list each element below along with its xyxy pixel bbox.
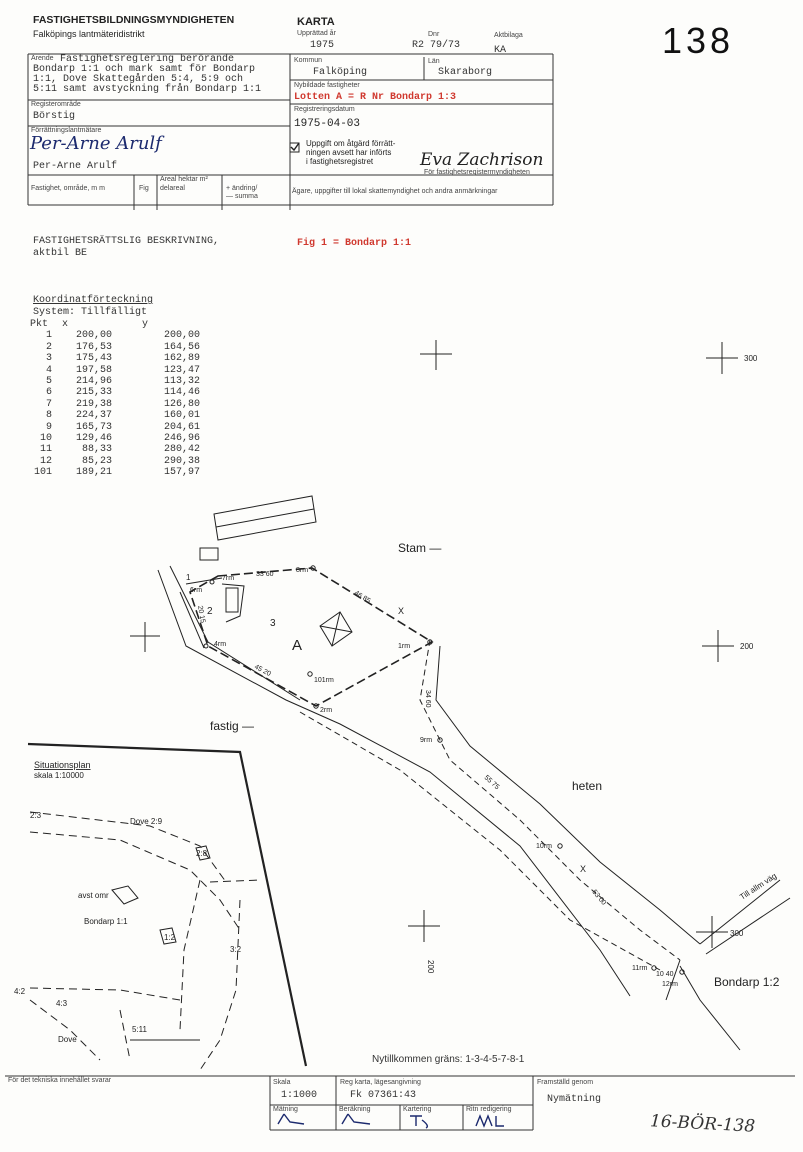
coord-cell-y: 200,00 [163, 330, 200, 342]
new-boundary-note: Nytillkommen gräns: 1-3-4-5-7-8-1 [372, 1054, 525, 1065]
rm-4: 4rm [214, 641, 227, 648]
inset-511: 5:11 [132, 1025, 147, 1034]
allm-vag-label: Till allm väg [738, 871, 779, 902]
parcel-1-label: 1 [186, 573, 191, 582]
coord-cell-x: 215,33 [75, 387, 112, 399]
ritn-label: Ritn redigering [466, 1106, 512, 1113]
col-andring: + ändring/ [226, 185, 258, 192]
nybildade-value: Lotten A = R Nr Bondarp 1:3 [294, 92, 457, 103]
initials-berakning [342, 1114, 370, 1124]
parcel-small-building [226, 588, 238, 612]
col-areal: Areal hektar m² [160, 176, 208, 183]
coord-cell-x: 85,23 [81, 455, 112, 467]
road-left-edge [158, 570, 630, 996]
rm-7: 7rm [222, 575, 235, 582]
coord-cell-x: 129,46 [75, 433, 112, 445]
coord-cell-x: 88,33 [81, 444, 112, 456]
fastig-label: fastig — [210, 719, 255, 733]
bilaga-value: KA [494, 45, 507, 56]
initials-signatures [270, 1112, 533, 1130]
coord-cell-p: 10 [39, 433, 52, 445]
registeromrade-label: Registerområde [31, 101, 81, 108]
rm-11: 11rm [632, 965, 648, 972]
inset-bondarp-11: Bondarp 1:1 [84, 917, 128, 926]
kommun-label: Kommun [294, 57, 323, 64]
reg-value: Fk 07361:43 [350, 1090, 417, 1101]
col-delareal: delareal [160, 185, 185, 192]
dist-2015: 20 15 [196, 605, 206, 624]
cross-mark-1: X [398, 606, 405, 616]
coord-cell-y: 126,80 [163, 398, 200, 410]
building-ridge [216, 509, 314, 527]
grid-cross-5 [408, 910, 440, 942]
kartering-label: Kartering [403, 1106, 432, 1113]
bilaga-label: Aktbilaga [494, 32, 523, 39]
coord-cell-y: 113,32 [163, 376, 200, 388]
grid-cross-2 [706, 342, 738, 374]
coord-cell-p: 101 [33, 467, 52, 479]
coord-cell-p: 1 [45, 330, 52, 342]
grid-cross-4 [702, 630, 734, 662]
coord-cell-x: 200,00 [75, 330, 112, 342]
tekniska-label: För det tekniska innehållet svarar [8, 1077, 112, 1084]
dist-5300: 53 00 [590, 888, 608, 907]
stam-label: Stam — [398, 541, 442, 555]
year-value: 1975 [310, 40, 335, 51]
lantmatare-signature: Per-Arne Arulf [30, 133, 162, 154]
coord-cell-y: 162,89 [163, 353, 200, 365]
col-fig: Fig [139, 185, 149, 192]
registeromrade-value: Börstig [33, 111, 76, 122]
registreringsdatum-label: Registreringsdatum [294, 106, 355, 113]
coord-cell-x: 176,53 [75, 341, 112, 353]
arende-line-2: Bondarp 1:1 och mark samt för Bondarp [33, 64, 256, 75]
coord-cell-x: 214,96 [75, 376, 112, 388]
fig-note: Fig 1 = Bondarp 1:1 [297, 238, 412, 249]
initials-ritn [476, 1116, 504, 1126]
coord-cell-p: 4 [45, 364, 52, 376]
lot-label-a: A [292, 637, 303, 654]
description-line-2: aktbil BE [33, 248, 88, 259]
lan-label: Län [428, 58, 440, 65]
registrar-label: För fastighetsregistermyndigheten [424, 169, 530, 176]
case-number: R2 79/73 [412, 40, 461, 51]
bondarp-12-label: Bondarp 1:2 [714, 975, 780, 989]
coord-header-pkt: Pkt [30, 319, 49, 330]
lan-value: Skaraborg [438, 67, 493, 78]
doc-type: KARTA [297, 16, 335, 28]
inset-dove: Dove [58, 1035, 77, 1044]
coord-cell-y: 164,56 [163, 341, 200, 353]
coord-cell-y: 280,42 [163, 444, 200, 456]
berakning-label: Beräkning [339, 1106, 371, 1113]
coord-cell-x: 175,43 [75, 353, 112, 365]
coord-cell-p: 11 [39, 444, 52, 456]
coord-cell-x: 224,37 [75, 410, 112, 422]
inset-scale: skala 1:10000 [34, 771, 84, 780]
coord-header-x: x [62, 319, 69, 330]
coord-cell-y: 204,61 [163, 421, 200, 433]
lantmatare-label: Förrättningslantmätare [31, 127, 102, 134]
registrar-signature: Eva Zachrison [420, 150, 544, 170]
case-label: Dnr [428, 31, 440, 38]
coord-cell-p: 5 [45, 376, 52, 388]
registreringsdatum-value: 1975-04-03 [294, 118, 361, 130]
dist-1040: 10 40 [656, 971, 674, 978]
inset-title: Situationsplan [34, 760, 91, 770]
parcel-2-inner [222, 584, 244, 622]
coord-cell-y: 160,01 [163, 410, 200, 422]
dist-5575: 55 75 [482, 774, 501, 792]
road-to-allm-vag-2 [706, 898, 790, 954]
rm-8: 8rm [296, 567, 309, 574]
coord-cell-y: 246,96 [163, 433, 200, 445]
grid-label-200-bottom: 200 [426, 960, 435, 974]
arende-line-3: 1:1, Dove Skattegården 5:4, 5:9 och [33, 74, 244, 85]
dist-4685: 46 85 [352, 589, 372, 605]
inset-43: 4:3 [56, 999, 68, 1008]
lantmatare-name: Per-Arne Arulf [33, 161, 118, 172]
road-dashed-right [420, 640, 680, 960]
arende-line-1: Fastighetsreglering berörande [60, 54, 235, 65]
dist-3460: 34 60 [424, 690, 431, 708]
inset-28: 2:8 [196, 849, 208, 858]
grid-cross-1 [420, 340, 452, 370]
grid-label-300-bottom: 300 [730, 929, 744, 938]
dist-4520: 45 20 [253, 663, 272, 678]
inset-32: 3:2 [230, 945, 242, 954]
authority-name: FASTIGHETSBILDNINGSMYNDIGHETEN [33, 14, 235, 26]
archive-reference: 16-BÖR-138 [649, 1111, 756, 1137]
coord-cell-x: 219,38 [75, 398, 112, 410]
initials-kartering [410, 1116, 427, 1128]
coord-cell-p: 3 [45, 353, 52, 365]
rm-12: 12rm [662, 981, 678, 988]
nybildade-label: Nybildade fastigheter [294, 82, 360, 89]
uppgift-line-2: ningen avsett har införts [306, 148, 392, 157]
coord-cell-x: 189,21 [75, 467, 112, 479]
rm-6: 6rm [190, 587, 203, 594]
arende-line-4: 5:11 samt avstyckning från Bondarp 1:1 [33, 84, 262, 95]
coord-cell-p: 12 [39, 455, 52, 467]
inset-avst-omr: avst omr [78, 891, 109, 900]
year-label: Upprättad år [297, 30, 336, 37]
framstalld-label: Framställd genom [537, 1079, 594, 1086]
uppgift-line-3: i fastighetsregistret [306, 157, 374, 166]
matning-label: Mätning [273, 1106, 298, 1113]
page-number: 138 [662, 20, 735, 61]
coord-cell-p: 9 [45, 421, 52, 433]
coord-cell-y: 114,46 [163, 387, 200, 399]
grid-label-300: 300 [744, 354, 758, 363]
framstalld-value: Nymätning [547, 1094, 602, 1105]
coord-system: System: Tillfälligt [33, 307, 148, 318]
coord-header-y: y [142, 319, 149, 330]
coord-cell-p: 8 [45, 410, 52, 422]
inset-42: 4:2 [14, 987, 26, 996]
road-right-edge [436, 646, 700, 944]
coord-cell-p: 6 [45, 387, 52, 399]
initials-matning [278, 1114, 304, 1124]
inset-situationsplan [28, 744, 306, 1070]
inset-12: 1:2 [164, 933, 176, 942]
coord-cell-y: 157,97 [163, 467, 200, 479]
description-line-1: FASTIGHETSRÄTTSLIG BESKRIVNING, [33, 236, 220, 247]
skala-value: 1:1000 [281, 1090, 318, 1101]
arende-label: Ärende [31, 55, 54, 62]
coord-cell-y: 290,38 [163, 455, 200, 467]
heten-label: heten [572, 779, 603, 793]
uppgift-line-1: Uppgift om åtgärd förrätt- [306, 139, 396, 148]
coord-cell-p: 2 [45, 341, 52, 353]
rm-101: 101rm [314, 677, 334, 684]
col-summa: — summa [226, 193, 258, 200]
coord-cell-x: 197,58 [75, 364, 112, 376]
rm-1: 1rm [398, 643, 411, 650]
inset-23: 2:3 [30, 811, 42, 820]
parcel-3-label: 3 [270, 618, 276, 629]
rm-10: 10rm [536, 843, 552, 850]
cross-mark-2: X [580, 864, 587, 874]
rm-2: 2rm [320, 707, 333, 714]
district-name: Falköpings lantmäteridistrikt [33, 29, 145, 39]
rm-9: 9rm [420, 737, 433, 744]
coord-cell-p: 7 [45, 398, 52, 410]
reg-label: Reg karta, lägesangivning [340, 1079, 421, 1086]
building-small [200, 548, 218, 560]
grid-cross-3 [130, 622, 160, 652]
parcel-2-label: 2 [207, 606, 213, 617]
skala-label: Skala [273, 1079, 291, 1086]
road-bottom-right-2 [666, 960, 680, 1000]
coord-title: Koordinatförteckning [33, 295, 154, 306]
coord-cell-x: 165,73 [75, 421, 112, 433]
inset-dove-29: Dove 2:9 [130, 817, 163, 826]
coord-cell-y: 123,47 [163, 364, 200, 376]
dist-3360: 33 60 [256, 571, 274, 578]
grid-label-200-right: 200 [740, 642, 754, 651]
kommun-value: Falköping [313, 67, 368, 78]
col-fastighet: Fastighet, område, m m [31, 185, 105, 192]
road-dashed-inner [300, 712, 660, 970]
col-agare: Ägare, uppgifter till lokal skattemyndighet och andra anmärkningar [292, 188, 498, 195]
